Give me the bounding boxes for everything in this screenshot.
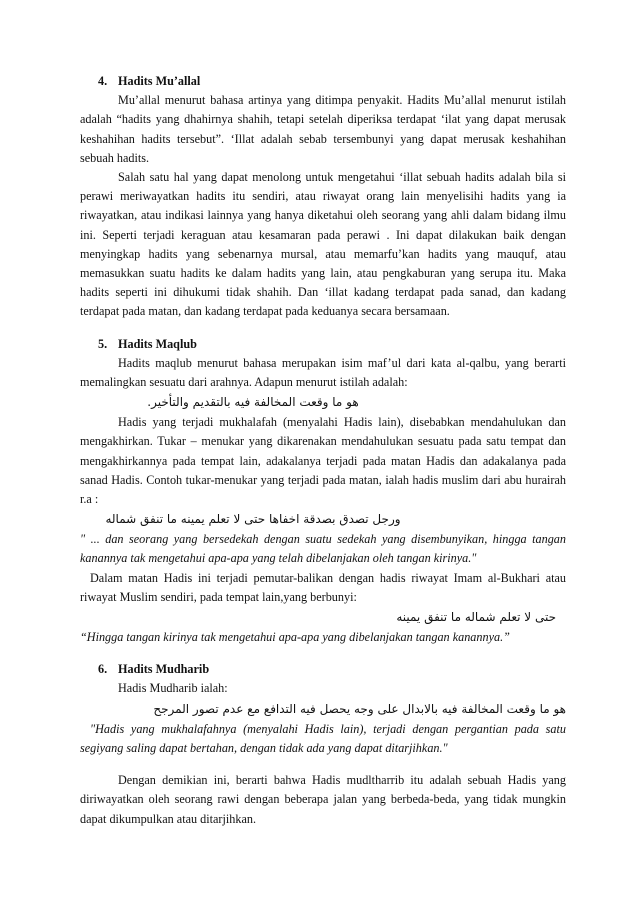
translation-quote: " ... dan seorang yang bersedekah dengan suatu sedekah yang disembunyikan, hingga tangan kanannya tak mengetahui apa-apa yang telah dibelanjakan oleh tangan kirinya."	[80, 532, 566, 566]
arabic-text: حتى لا تعلم شماله ما تنفق يمينه	[396, 610, 556, 625]
section-heading-mu-allal: 4. Hadits Mu’allal	[98, 74, 201, 88]
section-heading-mudharib: 6. Hadits Mudharib	[98, 662, 210, 677]
arabic-text: ورجل تصدق بصدقة اخفاها حتى لا تعلم يمينه ما تنفق شماله	[105, 512, 401, 527]
translation-quote: "Hadis yang mukhalafahnya (menyalahi Hadis lain), terjadi dengan pergantian pada satu segiyang saling dapat bertahan, dengan tidak ada yang dapat ditarjihkan."	[80, 721, 566, 755]
paragraph: Hadis Mudharib ialah:	[118, 681, 228, 696]
paragraph: Salah satu hal yang dapat menolong untuk mengetahui ‘illat sebuah hadits adalah bila si perawi meriwayatkan hadits itu sendiri, atau riwayat orang lain menyelisihi hadits yang ia riwayatkan, atau indikasi lainnya yang hanya diketahui oleh seorang yang ahli dalam bidang ilmu ini. Seperti terjadi keraguan atau kesamaran pada perawi . Ini dapat dilakukan baik dengan menyingkap hadits yang sebenarnya mursal, atau memarfu’kan hadits yang mauquf, atau memasukkan suatu hadits ke dalam hadits yang lain, atau pengkaburan yang serupa itu. Maka hadits seperti ini dihukumi tidak shahih. Dan ‘illat kadang terdapat pada sanad, dan kadang terdapat pada matan, dan kadang terdapat pada keduanya secara bersamaan.	[80, 170, 566, 319]
paragraph: Hadis yang terjadi mukhalafah (menyalahi Hadis lain), disebabkan mendahulukan dan mengakhirkan. Tukar – menukar yang dikarenakan mendahulukan sesuatu pada satu tempat dan mengakhirkannya pada tempat lain, adakalanya terjadi pada matan Hadis dan adakalanya pada sanad Hadis. Contoh tukar-menukar yang terjadi pada matan, ialah hadis muslim dari abu hurairah r.a :	[80, 415, 566, 507]
arabic-text: هو ما وقعت المخالفة فيه بالتقديم والتأخير.	[147, 395, 359, 410]
paragraph: Dalam matan Hadis ini terjadi pemutar-balikan dengan hadis riwayat Imam al-Bukhari atau riwayat Muslim sendiri, pada tempat lain,yang berbunyi:	[80, 570, 566, 604]
paragraph: Mu’allal menurut bahasa artinya yang ditimpa penyakit. Hadits Mu’allal menurut istilah adalah “hadits yang dhahirnya shahih, tetapi setelah diperiksa terdapat ‘ilat yang dapat merusak keshahihan hadits tersebut”. ‘Illat adalah sebab tersembunyi yang dapat merusak keshahihan sebuah hadits.	[80, 93, 566, 165]
translation-quote: “Hingga tangan kirinya tak mengetahui apa-apa yang dibelanjakan tangan kanannya.”	[80, 630, 510, 645]
paragraph: Dengan demikian ini, berarti bahwa Hadis mudltharrib itu adalah sebuah Hadis yang diriwayatkan oleh seorang rawi dengan beberapa jalan yang berbeda-beda, yang tidak mungkin dapat dikumpulkan atau ditarjihkan.	[80, 773, 566, 826]
section-title: Hadits Maqlub	[118, 336, 197, 351]
section-heading-maqlub: 5. Hadits Maqlub	[98, 336, 197, 351]
section-title: Hadits Mudharib	[118, 662, 210, 677]
arabic-text: هو ما وقعت المخالفة فيه بالابدال على وجه يحصل فيه التدافع مع عدم تصور المرجح	[153, 701, 566, 716]
paragraph: Hadits maqlub menurut bahasa merupakan isim maf’ul dari kata al-qalbu, yang berarti memalingkan sesuatu dari arahnya. Adapun menurut istilah adalah:	[80, 355, 566, 390]
section-title: Hadits Mu’allal	[118, 74, 201, 88]
